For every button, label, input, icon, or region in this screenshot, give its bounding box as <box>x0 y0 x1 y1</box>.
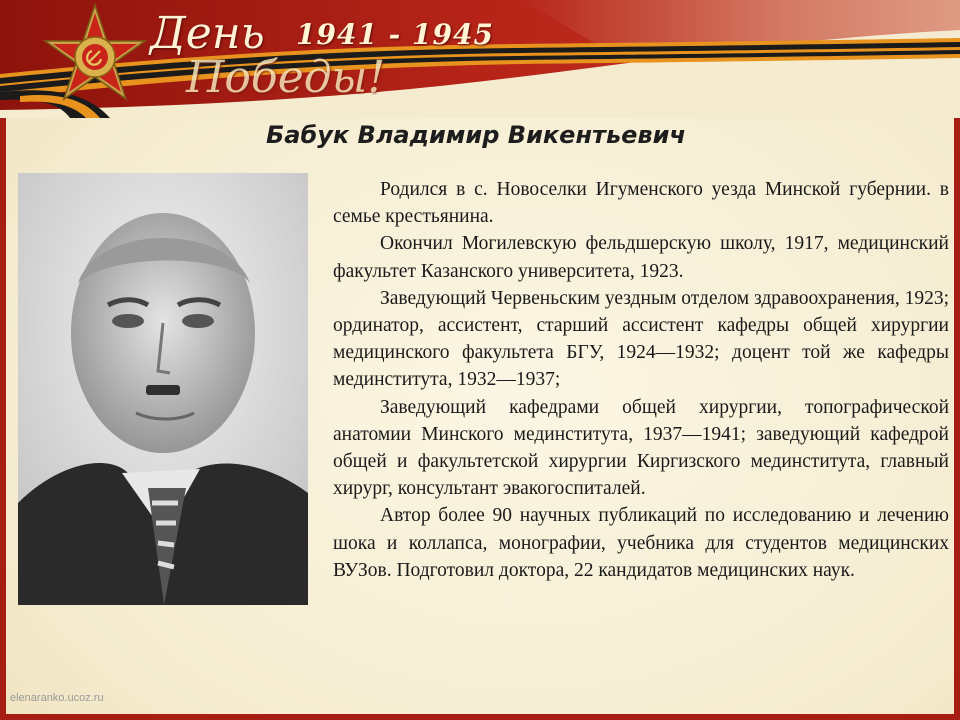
biography-text <box>333 176 949 584</box>
bio-paragraph-birth: Родился в с. Новоселки Игуменского уезда Минской губернии. в семье крестьянина. <box>333 179 949 228</box>
watermark: elenaranko.ucoz.ru <box>10 692 104 704</box>
banner-pobedy-text: Победы! <box>186 52 386 103</box>
page-title: Бабук Владимир Викентьевич <box>266 121 686 149</box>
bio-paragraph-publications: Автор более 90 научных публикаций по исследованию и лечению шока и коллапса, монографии, учебника для студентов медицинских ВУЗов. Подготовил доктора, 22 кандидатов медицинских наук. <box>333 505 949 581</box>
portrait-photo <box>18 173 308 605</box>
banner-years: 1941 - 1945 <box>296 18 494 51</box>
bio-paragraph-career-early: Заведующий Червеньским уездным отделом здравоохранения, 1923; ординатор, ассистент, старший ассистент кафедры общей хирургии медицинского факультета БГУ, 1924—1932; доцент той же кафедры мединститута, 1932—1937; <box>333 287 949 391</box>
bio-paragraph-education: Окончил Могилевскую фельдшерскую школу, 1917, медицинский факультет Казанского университета, 1923. <box>333 233 949 282</box>
bio-paragraph-career-heads: Заведующий кафедрами общей хирургии, топографической анатомии Минского мединститута, 1937—1941; заведующий кафедрой общей и факультетской хирургии Киргизского мединститута, главный хирург, консультант эвакогоспиталей. <box>333 396 949 500</box>
banner-den-text: День <box>150 8 265 59</box>
